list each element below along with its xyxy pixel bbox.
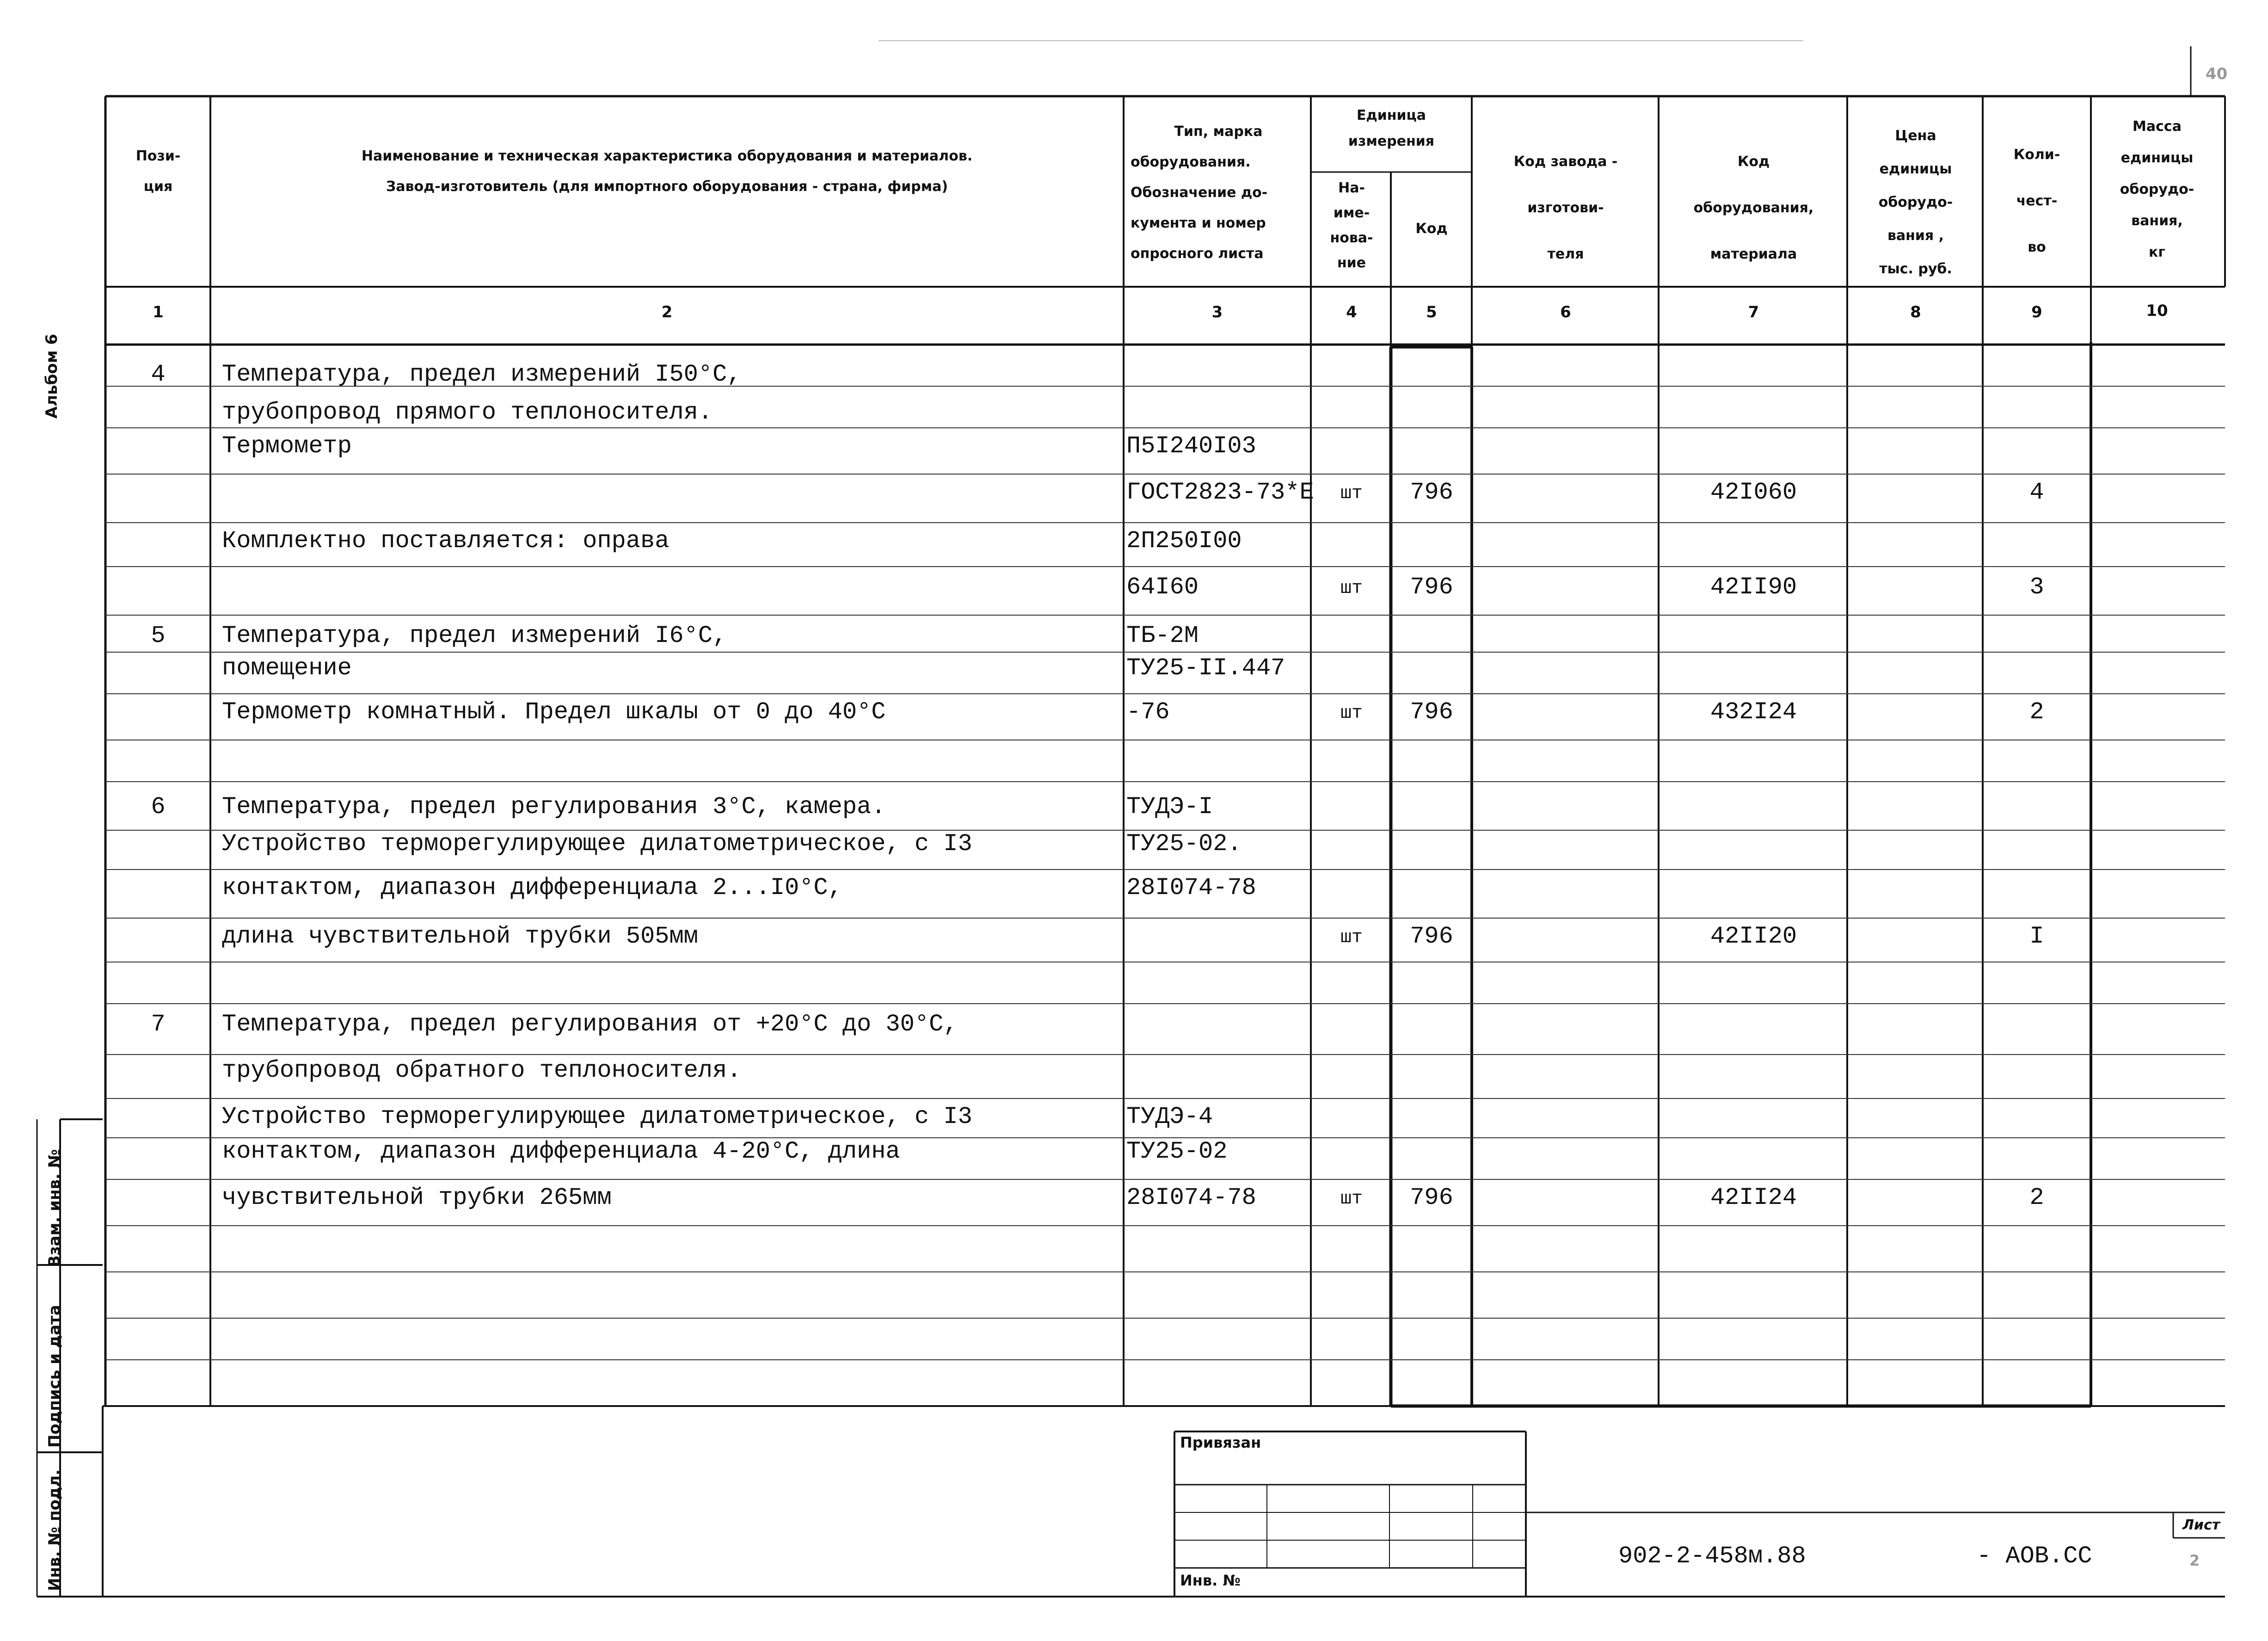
cell-quantity: 2 [2029, 1184, 2044, 1211]
cell-type: ТУДЭ-4 [1126, 1103, 1213, 1130]
col-number-5: 5 [1426, 303, 1437, 321]
cell-name: чувствительной трубки 265мм [222, 1184, 612, 1211]
cell-name: Термометр [222, 432, 352, 460]
cell-name: Термометр комнатный. Предел шкалы от 0 до 40°С [222, 698, 886, 726]
header-mass: Масса единицы оборудо- вания, кг [2120, 118, 2194, 260]
cell-unit: шт [1340, 927, 1363, 948]
sheet-label: Лист [2182, 1517, 2220, 1533]
col-number-10: 10 [2146, 302, 2168, 320]
cell-type: ГОСТ2823-73*Е [1126, 479, 1314, 506]
header-unit-group: Единица измерения [1348, 107, 1435, 149]
cell-name: помещение [222, 654, 352, 682]
cell-type: ТБ-2М [1126, 622, 1199, 649]
cell-type: П5I240I03 [1126, 432, 1256, 460]
header-unit-name: На- име- нова- ние [1330, 180, 1373, 271]
cell-type: ТУ25-02. [1126, 830, 1242, 858]
header-type: Тип, марка оборудования. Обозначение до- кумента и номер опросного листа [1131, 123, 1268, 262]
col-number-3: 3 [1211, 303, 1223, 321]
cell-position: 7 [151, 1011, 166, 1038]
header-price: Цена единицы оборудо- вания , тыс. руб. [1878, 128, 1953, 277]
cell-type: 28I074-78 [1126, 1184, 1256, 1211]
cell-unit-code: 796 [1410, 698, 1453, 726]
cell-name: Температура, предел регулирования 3°С, камера. [222, 793, 886, 820]
header-factory-code: Код завода - изготови- теля [1513, 154, 1618, 262]
cell-unit: шт [1340, 703, 1363, 724]
album-label: Альбом 6 [43, 333, 61, 419]
cell-type: 28I074-78 [1126, 874, 1256, 901]
cell-unit: шт [1340, 578, 1363, 599]
cell-unit-code: 796 [1410, 1184, 1453, 1211]
col-number-1: 1 [153, 303, 164, 321]
side-podpis-data: Подпись и дата [45, 1305, 64, 1448]
cell-type: ТУДЭ-I [1126, 793, 1213, 820]
cell-name: Температура, предел регулирования от +20°С до 30°С, [222, 1011, 958, 1038]
cell-equipment-code: 42II90 [1710, 574, 1797, 601]
cell-name: контактом, диапазон дифференциала 2...I0°С, [222, 874, 842, 901]
cell-position: 4 [151, 361, 166, 388]
cell-name: Устройство терморегулирующее дилатометрическое, с I3 [222, 1103, 972, 1130]
cell-name: Комплектно поставляется: оправа [222, 527, 670, 555]
col-number-9: 9 [2031, 303, 2042, 321]
cell-position: 6 [151, 793, 166, 820]
cell-quantity: 2 [2029, 698, 2044, 726]
cell-equipment-code: 42II20 [1710, 923, 1797, 950]
cell-type: 64I60 [1126, 574, 1199, 601]
header-position: Пози- ция [135, 148, 181, 195]
document-suffix: - АОВ.СС [1977, 1542, 2092, 1570]
cell-name: трубопровод обратного теплоносителя. [222, 1057, 742, 1084]
cell-name: контактом, диапазон дифференциала 4-20°С, длина [222, 1138, 900, 1165]
stamp-inv-no-label: Инв. № [1180, 1572, 1241, 1589]
cell-unit: шт [1340, 1189, 1363, 1209]
cell-quantity: 3 [2029, 574, 2044, 601]
cell-equipment-code: 42II24 [1710, 1184, 1797, 1211]
cell-type: ТУ25-II.447 [1126, 654, 1285, 682]
cell-unit-code: 796 [1410, 479, 1453, 506]
col-number-7: 7 [1748, 303, 1759, 321]
side-vzam-inv: Взам. инв. № [45, 1149, 64, 1267]
cell-quantity: 4 [2029, 479, 2044, 506]
cell-equipment-code: 42I060 [1710, 479, 1797, 506]
stamp-attached-label: Привязан [1180, 1434, 1261, 1451]
sheet-number: 2 [2189, 1552, 2200, 1569]
cell-unit-code: 796 [1410, 574, 1453, 601]
header-quantity: Коли- чест- во [2013, 147, 2060, 255]
col-number-6: 6 [1560, 303, 1571, 321]
header-unit-code: Код [1415, 221, 1448, 237]
cell-name: Устройство терморегулирующее дилатометрическое, с I3 [222, 830, 972, 858]
corner-mark: 40 [2206, 65, 2228, 83]
cell-unit-code: 796 [1410, 923, 1453, 950]
cell-position: 5 [151, 622, 166, 649]
side-inv-podl: Инв. № подл. [45, 1469, 64, 1591]
cell-type: -76 [1126, 698, 1170, 726]
col-number-8: 8 [1910, 303, 1921, 321]
cell-type: 2П250I00 [1126, 527, 1242, 555]
header-equipment-code: Код оборудования, материала [1693, 154, 1814, 262]
cell-name: трубопровод прямого теплоносителя. [222, 399, 713, 426]
cell-name: длина чувствительной трубки 505мм [222, 923, 698, 950]
col-number-2: 2 [661, 303, 673, 321]
cell-name: Температура, предел измерений I6°С, [222, 622, 727, 649]
cell-quantity: I [2029, 923, 2044, 950]
header-name: Наименование и техническая характеристика оборудования и материалов. Завод-изготовитель (для импортного оборудования - страна, фирма) [361, 148, 973, 195]
cell-unit: шт [1340, 483, 1363, 504]
cell-type: ТУ25-02 [1126, 1138, 1228, 1165]
cell-name: Температура, предел измерений I50°С, [222, 361, 742, 388]
document-code: 902-2-458м.88 [1618, 1542, 1806, 1570]
col-number-4: 4 [1346, 303, 1357, 321]
cell-equipment-code: 432I24 [1710, 698, 1797, 726]
